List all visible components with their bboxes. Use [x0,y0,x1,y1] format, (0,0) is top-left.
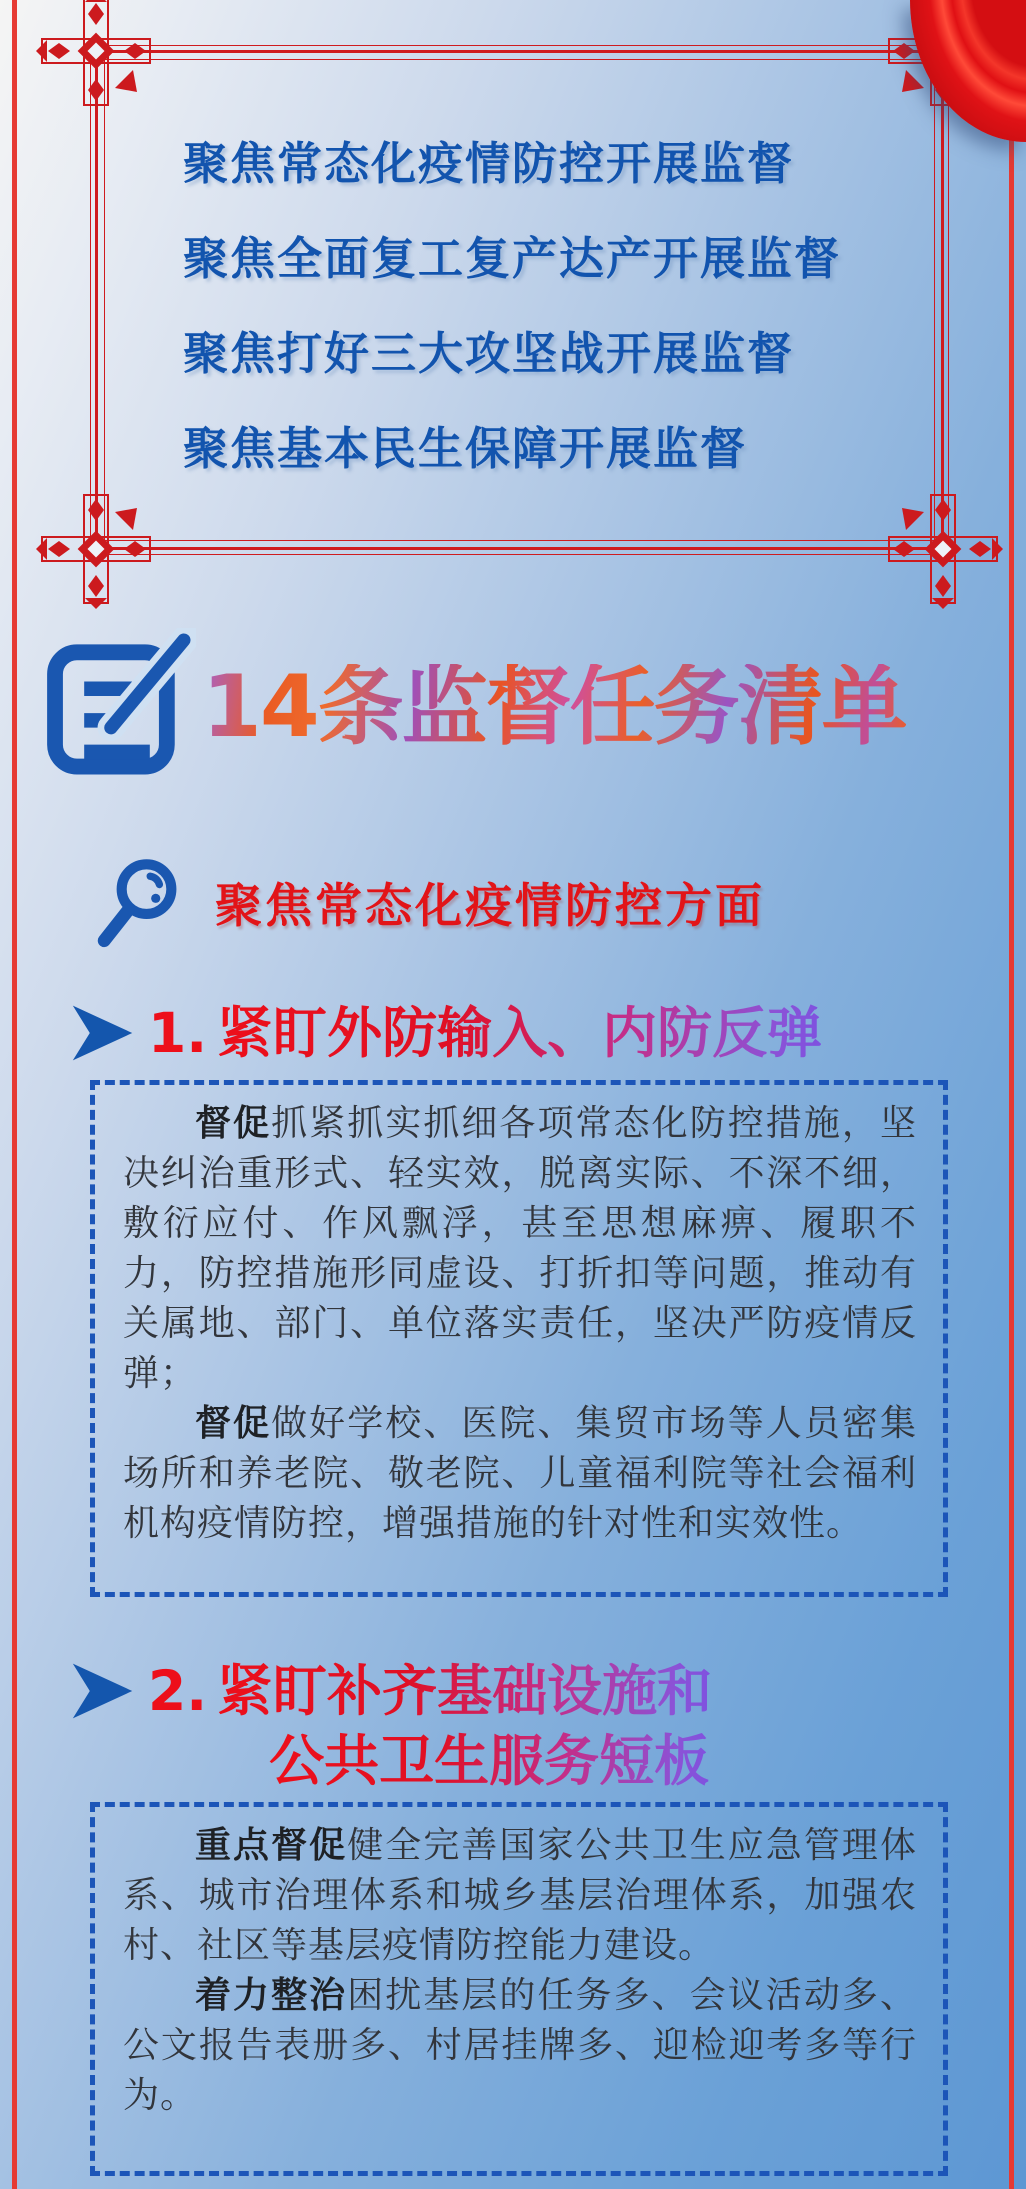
section-1-content-box [90,1080,948,1597]
paragraph-lead: 重点督促 [195,1825,348,1866]
focus-list-frame [95,50,944,550]
section-2-title-line1: 紧盯补齐基础设施和 [217,1656,712,1726]
section-1-title-lines [217,998,822,1068]
frame-corner-ornament-icon [36,0,156,111]
frame-corner-ornament-icon [883,489,1003,609]
paragraph-lead: 着力整治 [195,1975,348,2016]
list-title: 14条监督任务清单 [202,657,906,757]
focus-list-item: 聚焦全面复工复产达产开展监督 [183,232,842,285]
section-2-title-line2: 公共卫生服务短板 [269,1726,712,1796]
edit-document-icon [38,628,196,786]
focus-list-item: 聚焦基本民生保障开展监督 [183,422,748,475]
paragraph [123,1821,917,1971]
paragraph-text: 困扰基层的任务多、会议活动多、公文报告表册多、村居挂牌多、迎检迎考多等行为。 [123,1975,917,2116]
section-2-title-lines [217,1656,712,1796]
arrow-icon [70,1002,136,1064]
arrow-icon [70,1660,136,1722]
paragraph [123,1399,917,1549]
focus-list [98,53,941,547]
section-1-heading [70,998,822,1068]
category-header-text: 聚焦常态化疫情防控方面 [215,878,765,934]
paragraph-text: 抓紧抓实抓细各项常态化防控措施，坚决纠治重形式、轻实效，脱离实际、不深不细，敷衍应付、作风飘浮，甚至思想麻痹、履职不力，防控措施形同虚设、打折扣等问题，推动有关属地、部门、单位落实责任，坚决严防疫情反弹； [123,1103,917,1394]
focus-list-item: 聚焦打好三大攻坚战开展监督 [183,327,795,380]
paragraph [123,1971,917,2121]
focus-list-item: 聚焦常态化疫情防控开展监督 [183,137,795,190]
paragraph-lead: 督促 [195,1103,272,1144]
section-2-number: 2. [148,1659,208,1723]
section-2-heading [70,1656,712,1796]
right-red-edge-line [1009,0,1014,2189]
section-1-title: 紧盯外防输入、内防反弹 [217,998,822,1068]
paragraph-text: 做好学校、医院、集贸市场等人员密集场所和养老院、敬老院、儿童福利院等社会福利机构疫情防控，增强措施的针对性和实效性。 [123,1403,917,1544]
paragraph-text: 健全完善国家公共卫生应急管理体系、城市治理体系和城乡基层治理体系，加强农村、社区等基层疫情防控能力建设。 [123,1825,917,1966]
left-red-edge-line [12,0,17,2189]
paragraph [123,1099,917,1399]
magnifier-icon [95,852,187,952]
paragraph-lead: 督促 [195,1403,272,1444]
list-title-row [38,628,906,786]
section-2-content-box [90,1802,948,2176]
frame-corner-ornament-icon [36,489,156,609]
category-header-row [95,852,765,952]
section-1-number: 1. [148,1001,208,1065]
